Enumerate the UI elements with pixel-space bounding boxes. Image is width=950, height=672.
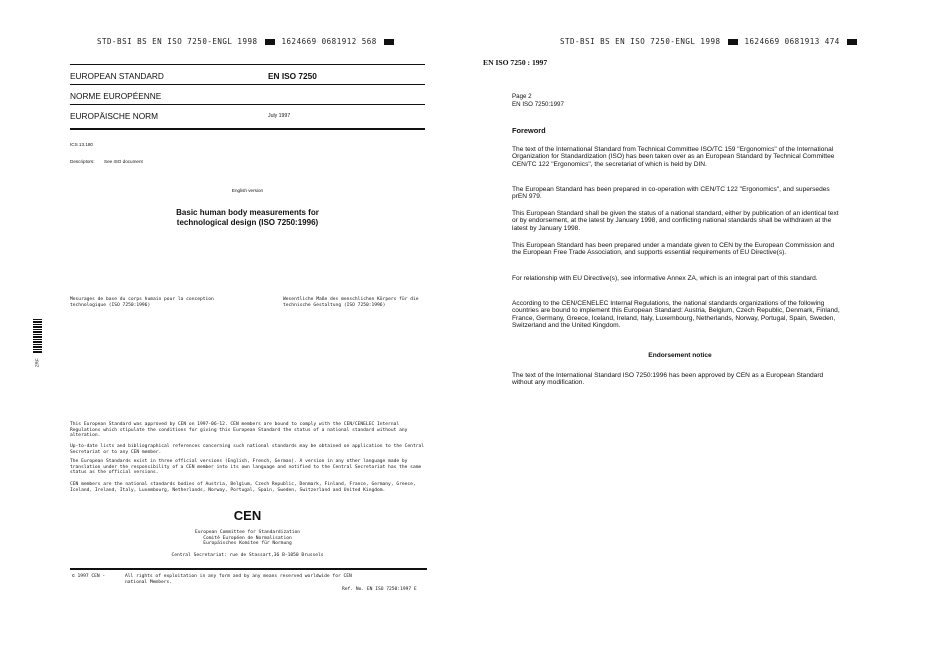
divider-rule [70,64,425,65]
members-paragraph: CEN members are the national standards bodies of Austria, Belgium, Czech Republic, Denmark, Finland, France, Germany, Greece, Iceland, Ireland, Italy, Luxembourg, Netherlands, Norway, Portugal, Spain, Sweden, Switzerland and United Kingdom. [70,482,416,493]
title-german: Wesentliche Maße des menschlichen Körpers für die technische Gestaltung (ISO 7250:1996) [283,297,419,308]
descriptors-value: See ISO document [104,159,143,164]
committee-name-de: Europäisches Komitee für Normung [203,541,292,547]
foreword-paragraph-2: The European Standard has been prepared in co-operation with CEN/TC 122 "Ergonomics", and supersedes prEN 979. [512,186,830,201]
right-header-text-a: STD-BSI BS EN ISO 7250-ENGL 1998 [560,37,721,46]
document-title [130,208,365,227]
left-header-text-a: STD-BSI BS EN ISO 7250-ENGL 1998 [97,37,258,46]
footer-rule [70,568,427,570]
header-block-mark [847,39,857,45]
document-title-line-2: technological design (ISO 7250:1996) [176,217,319,227]
committee-names [160,530,335,547]
secretariat-address: Central Secretariat: rue de Stassart,36 B-1050 Brussels [171,553,324,558]
ics-code: ICS 13.180 [70,142,93,147]
endorsement-text: The text of the International Standard ISO 7250:1996 has been approved by CEN as a European Standard without any modification. [512,372,824,387]
lists-paragraph: Up-to-date lists and bibliographical references concerning such national standards may be obtained on application to the Central Secretariat or to any CEN member. [70,444,425,455]
page-number: Page 2 [512,93,532,100]
publication-date: July 1997 [268,113,291,119]
header-block-mark [728,39,738,45]
versions-paragraph: The European Standards exist in three official versions (English, French, German). A version in any other language made by translation under the responsibility of a CEN member into its own language and notified to the Central Secretariat has the same status as the official versions. [70,459,422,476]
running-title: EN ISO 7250 : 1997 [483,58,548,67]
right-header-text-b: 1624669 0681913 474 [744,37,840,46]
divider-rule [70,104,425,105]
standard-label-fr: NORME EUROPÉENNE [70,91,162,101]
divider-rule-thick [70,128,425,130]
copyright-notice: © 1997 CEN - [72,574,106,579]
foreword-paragraph-1: The text of the International Standard from Technical Committee ISO/TC 159 "Ergonomics" of the International Organization for Standardization (ISO) has been taken over as an European Standard by Technical Committee CEN/TC 122 "Ergonomics", the secretariat of which is held by DIN. [512,146,835,168]
standard-label-de: EUROPÄISCHE NORM [70,111,159,121]
committee-name-fr: Comité Européen de Normalisation [203,535,292,541]
standard-number: EN ISO 7250 [268,71,317,81]
rights-notice: All rights of exploitation in any form and by any means reserved worldwide for CEN national Members. [125,574,352,585]
foreword-heading: Foreword [512,126,546,135]
version-note: English version [231,188,264,193]
right-header [560,37,859,46]
left-header-text-b: 1624669 0681912 568 [281,37,377,46]
endorsement-heading: Endorsement notice [648,352,712,359]
cen-logo: CEN [233,508,262,523]
reference-number: Ref. No. EN ISO 7250:1997 E [342,587,417,592]
foreword-paragraph-5: For relationship with EU Directive(s), see informative Annex ZA, which is an integral part of this standard. [512,275,818,282]
header-block-mark [265,39,275,45]
standard-label-en: EUROPEAN STANDARD [70,71,164,81]
left-header [97,37,396,46]
committee-name-en: European Committee for Standardization [194,530,301,535]
approval-paragraph: This European Standard was approved by CEN on 1997-06-12. CEN members are bound to comply with the CEN/CENELEC Internal Regulations which stipulate the conditions for giving this European Standard the status of a national standard without any alteration. [70,422,408,439]
header-block-mark [384,39,394,45]
document-title-line-1: Basic human body measurements for [176,208,319,217]
foreword-paragraph-6: According to the CEN/CENELEC Internal Regulations, the national standards organizations of the following countries are bound to implement this European Standard: Austria, Belgium, Czech Republic, Denmark, Finland, France, Germany, Greece, Iceland, Ireland, Italy, Luxembourg, Netherlands, Norway, Portugal, Spain, Sweden, Switzerland and the United Kingdom. [512,300,840,329]
page-reference: EN ISO 7250:1997 [512,101,564,108]
foreword-paragraph-4: This European Standard has been prepared under a mandate given to CEN by the European Commission and the European Free Trade Association, and supports essential requirements of EU Directive(s). [512,242,835,257]
foreword-paragraph-3: This European Standard shall be given the status of a national standard, either by publication of an identical text or by endorsement, at the latest by January 1998, and conflicting national standards shall be withdrawn at the latest by January 1998. [512,210,839,232]
title-french: Mesurages de base du corps humain pour la conception technologique (ISO 7250:1996) [70,297,214,308]
margin-mark: ZRF [34,358,40,368]
divider-rule [70,84,425,85]
descriptors-label: Descriptors: [70,159,95,164]
barcode-icon [33,319,42,353]
